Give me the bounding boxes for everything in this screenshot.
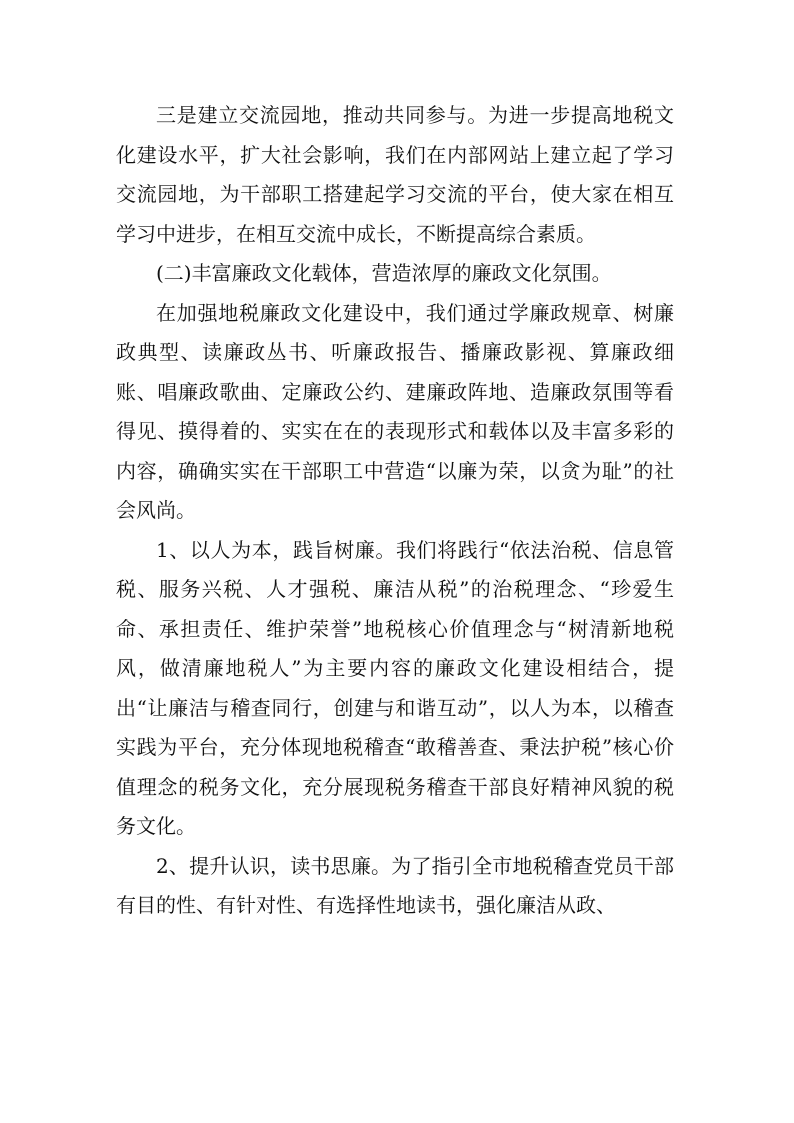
paragraph-clean-culture-building: 在加强地税廉政文化建设中，我们通过学廉政规章、树廉政典型、读廉政丛书、听廉政报告、播廉政影视、算廉政细账、唱廉政歌曲、定廉政公约、建廉政阵地、造廉政氛围等看得见、摸得着的、实实在在的表现形式和载体以及丰富多彩的内容，确确实实在干部职工中营造“以廉为荣，以贪为耻”的社会风尚。 <box>116 300 674 522</box>
paragraph-people-oriented: 1、以人为本，践旨树廉。我们将践行“依法治税、信息管税、服务兴税、人才强税、廉洁从税”的治税理念、“珍爱生命、承担责任、维护荣誉”地税核心价值理念与“树清新地税风，做清廉地税人”为主要内容的廉政文化建设相结合，提出“让廉洁与稽查同行，创建与和谐互动”，以人为本，以稽查实践为平台，充分体现地税稽查“敢稽善查、秉法护税”核心价值理念的税务文化，充分展现税务稽查干部良好精神风貌的税务文化。 <box>116 537 674 838</box>
document-body <box>116 96 674 926</box>
paragraph-reading-integrity: 2、提升认识，读书思廉。为了指引全市地税稽查党员干部有目的性、有针对性、有选择性地读书，强化廉洁从政、 <box>116 853 674 917</box>
paragraph-exchange-platform: 三是建立交流园地，推动共同参与。为进一步提高地税文化建设水平，扩大社会影响，我们在内部网站上建立起了学习交流园地，为干部职工搭建起学习交流的平台，使大家在相互学习中进步，在相互交流中成长，不断提高综合素质。 <box>116 103 674 246</box>
section-heading-clean-culture: (二)丰富廉政文化载体，营造浓厚的廉政文化氛围。 <box>156 261 612 285</box>
